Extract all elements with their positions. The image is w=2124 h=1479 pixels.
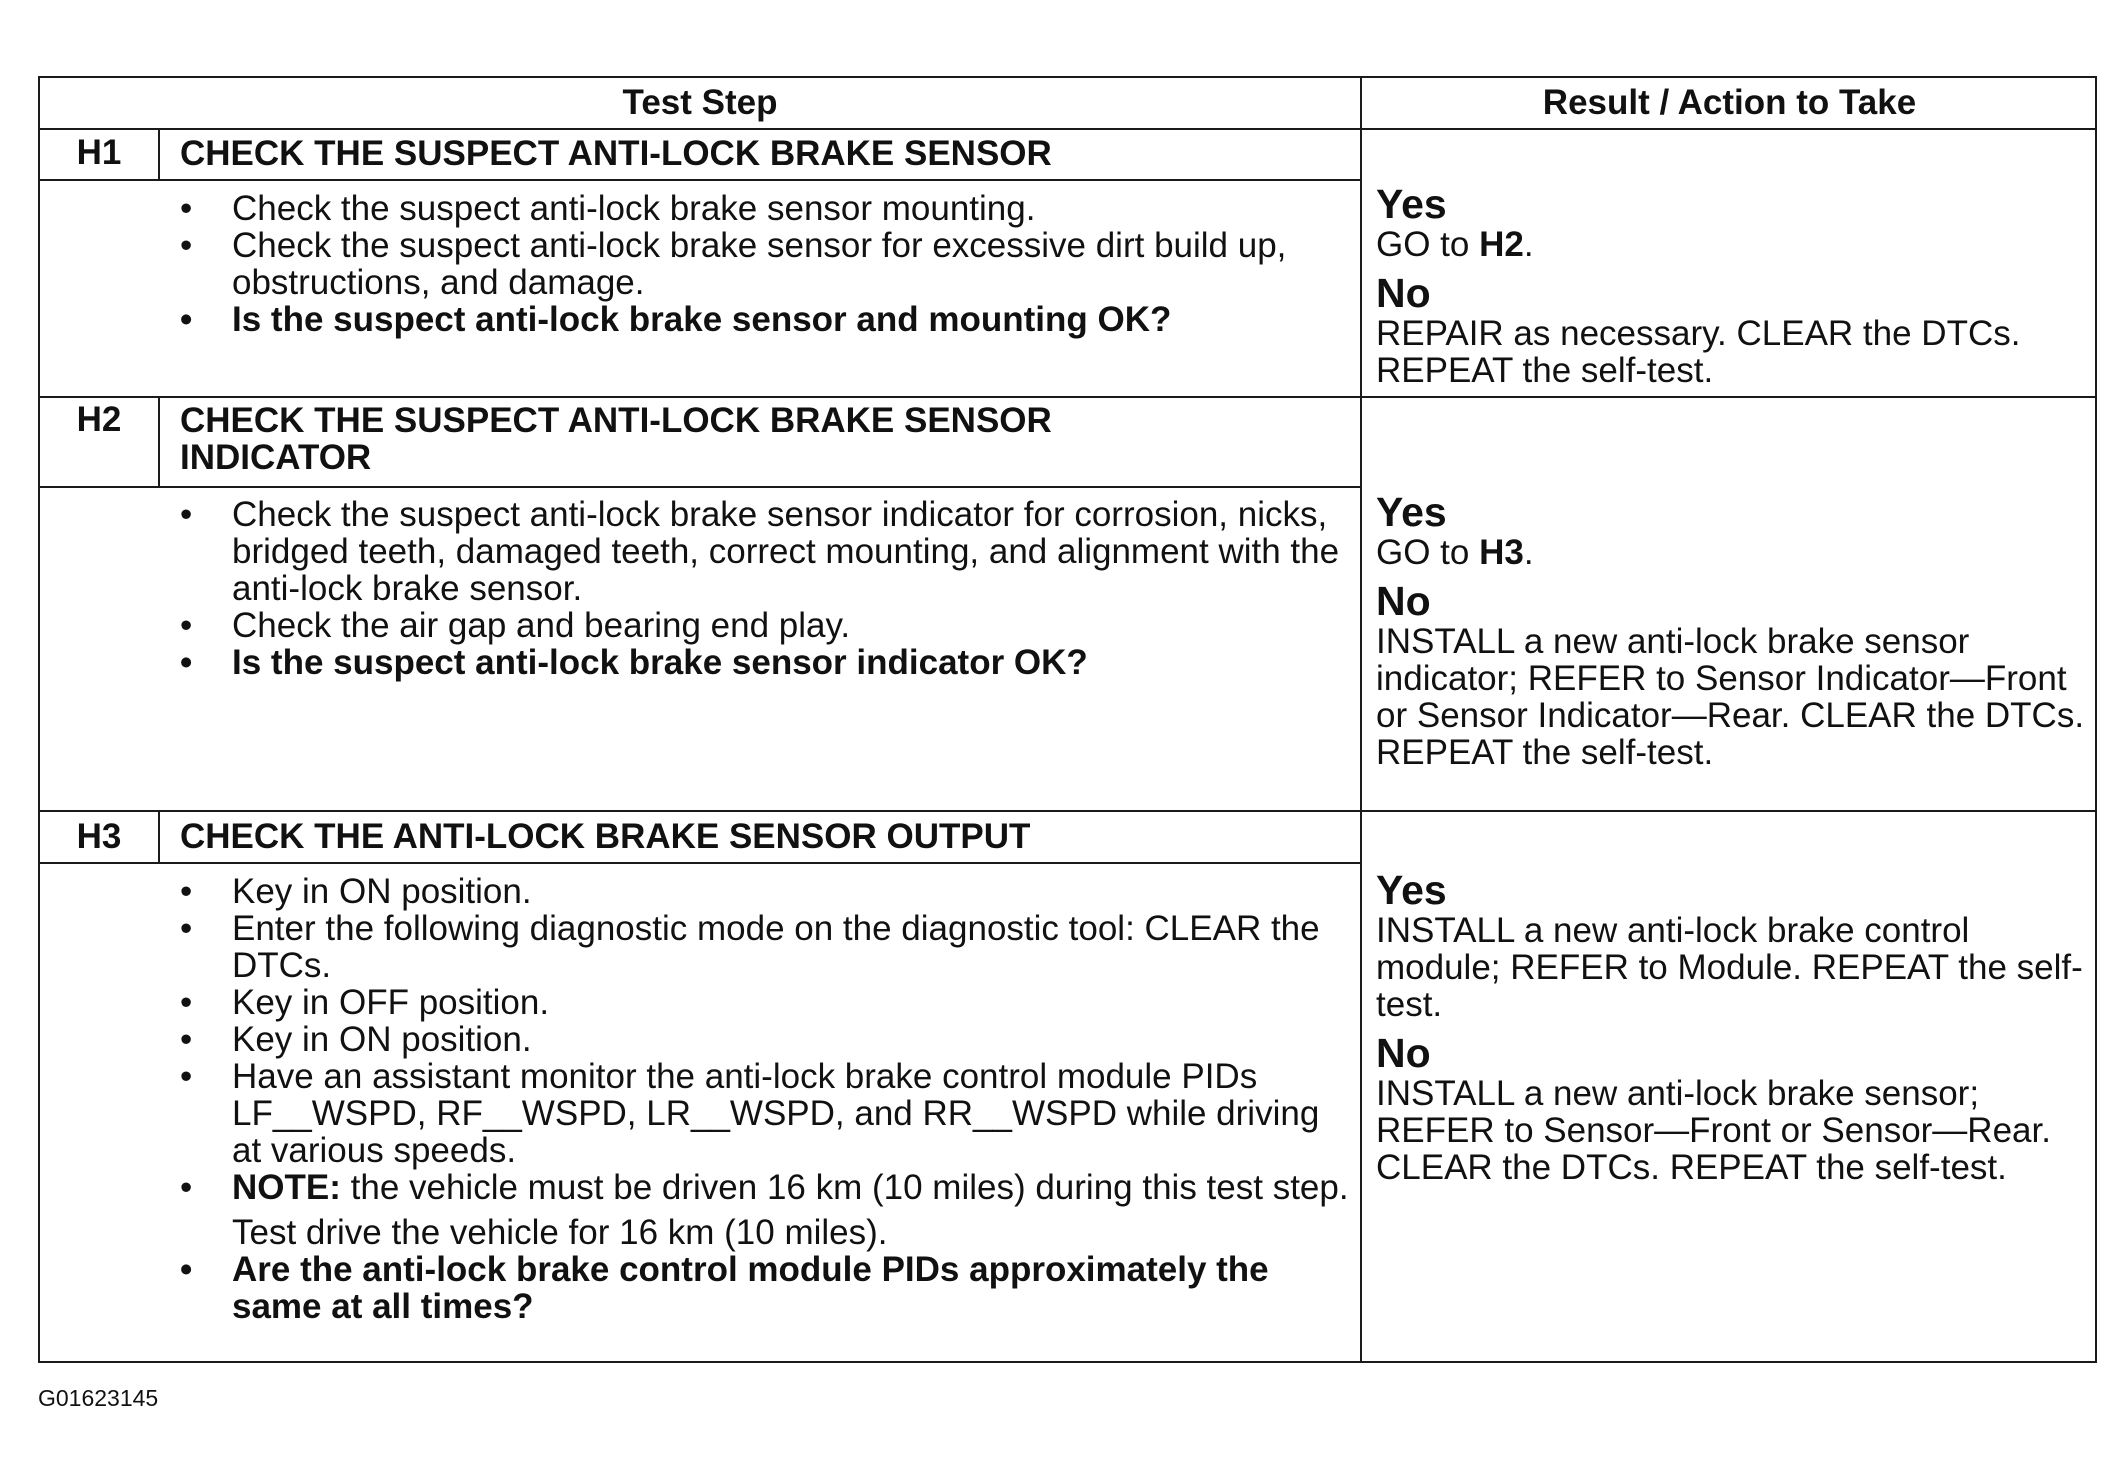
list-item: • Key in ON position. <box>180 872 532 911</box>
h1-row-divider <box>40 396 2097 398</box>
h1-id-divider <box>158 128 160 179</box>
header-divider <box>40 128 2097 130</box>
no-label: No <box>1376 270 1431 316</box>
result-h3 <box>1376 868 2086 1186</box>
note-label: NOTE: <box>232 1168 341 1207</box>
list-item: • Check the suspect anti-lock brake sensor mounting. <box>180 189 1036 228</box>
list-item-question: • Is the suspect anti-lock brake sensor indicator OK? <box>180 643 1088 682</box>
yes-action: GO to H2. <box>1376 225 1534 264</box>
result-h2 <box>1376 490 2086 771</box>
list-item-question: • Are the anti-lock brake control module PIDs approximately the same at all times? <box>180 1250 1269 1326</box>
list-item: • Have an assistant monitor the anti-lock brake control module PIDs LF__WSPD, RF__WSPD, LR__WSPD, and RR__WSPD while driving at various speeds. <box>180 1057 1320 1170</box>
step-title-h3: CHECK THE ANTI-LOCK BRAKE SENSOR OUTPUT <box>180 817 1031 856</box>
yes-label: Yes <box>1376 181 1447 227</box>
step-list-h2 <box>40 496 1350 681</box>
no-action: REPAIR as necessary. CLEAR the DTCs. REPEAT the self-test. <box>1376 314 2021 390</box>
diagnostic-table <box>38 76 2097 1363</box>
h2-id-divider <box>158 396 160 486</box>
h2-row-divider <box>40 810 2097 812</box>
figure-id: G01623145 <box>38 1385 159 1411</box>
step-id-h1: H1 <box>76 133 122 172</box>
no-label: No <box>1376 1030 1431 1076</box>
step-list-h1 <box>40 190 1350 338</box>
no-action: INSTALL a new anti-lock brake sensor; REFER to Sensor—Front or Sensor—Rear. CLEAR the DTCs. REPEAT the self-test. <box>1376 1074 2051 1187</box>
list-item-question: • Is the suspect anti-lock brake sensor and mounting OK? <box>180 300 1172 339</box>
yes-label: Yes <box>1376 489 1447 535</box>
yes-action: INSTALL a new anti-lock brake control module; REFER to Module. REPEAT the self-test. <box>1376 911 2083 1024</box>
step-title-h1: CHECK THE SUSPECT ANTI-LOCK BRAKE SENSOR <box>180 134 1052 173</box>
h3-title-divider <box>40 862 1360 864</box>
test-step-header: Test Step <box>622 83 778 122</box>
list-item: • Key in ON position. <box>180 1020 532 1059</box>
result-h1 <box>1376 182 2086 389</box>
no-action: INSTALL a new anti-lock brake sensor indicator; REFER to Sensor Indicator—Front or Sensor Indicator—Rear. CLEAR the DTCs. REPEAT the self-test. <box>1376 622 2085 772</box>
h1-title-divider <box>40 179 1360 181</box>
h2-title-divider <box>40 486 1360 488</box>
list-item: • Enter the following diagnostic mode on the diagnostic tool: CLEAR the DTCs. <box>180 909 1320 985</box>
list-item: • Check the suspect anti-lock brake sensor for excessive dirt build up, obstructions, and damage. <box>180 226 1287 302</box>
step-title-h2: CHECK THE SUSPECT ANTI-LOCK BRAKE SENSOR INDICATOR <box>180 401 1052 477</box>
list-item: • Check the air gap and bearing end play. <box>180 606 851 645</box>
list-item: • Check the suspect anti-lock brake sensor indicator for corrosion, nicks, bridged teeth, damaged teeth, correct mounting, and alignment with the anti-lock brake sensor. <box>180 495 1340 608</box>
step-id-h3: H3 <box>76 817 122 856</box>
step-id-h2: H2 <box>76 400 122 439</box>
result-action-header: Result / Action to Take <box>1542 83 1917 122</box>
no-label: No <box>1376 578 1431 624</box>
column-divider <box>1360 78 1362 1363</box>
list-item-note: • NOTE: the vehicle must be driven 16 km (10 miles) during this test step. <box>180 1168 1349 1207</box>
list-item-plain: Test drive the vehicle for 16 km (10 miles). <box>232 1213 888 1252</box>
step-list-h3 <box>40 873 1350 1325</box>
yes-action: GO to H3. <box>1376 533 1534 572</box>
yes-label: Yes <box>1376 867 1447 913</box>
list-item: • Key in OFF position. <box>180 983 550 1022</box>
h3-id-divider <box>158 810 160 862</box>
